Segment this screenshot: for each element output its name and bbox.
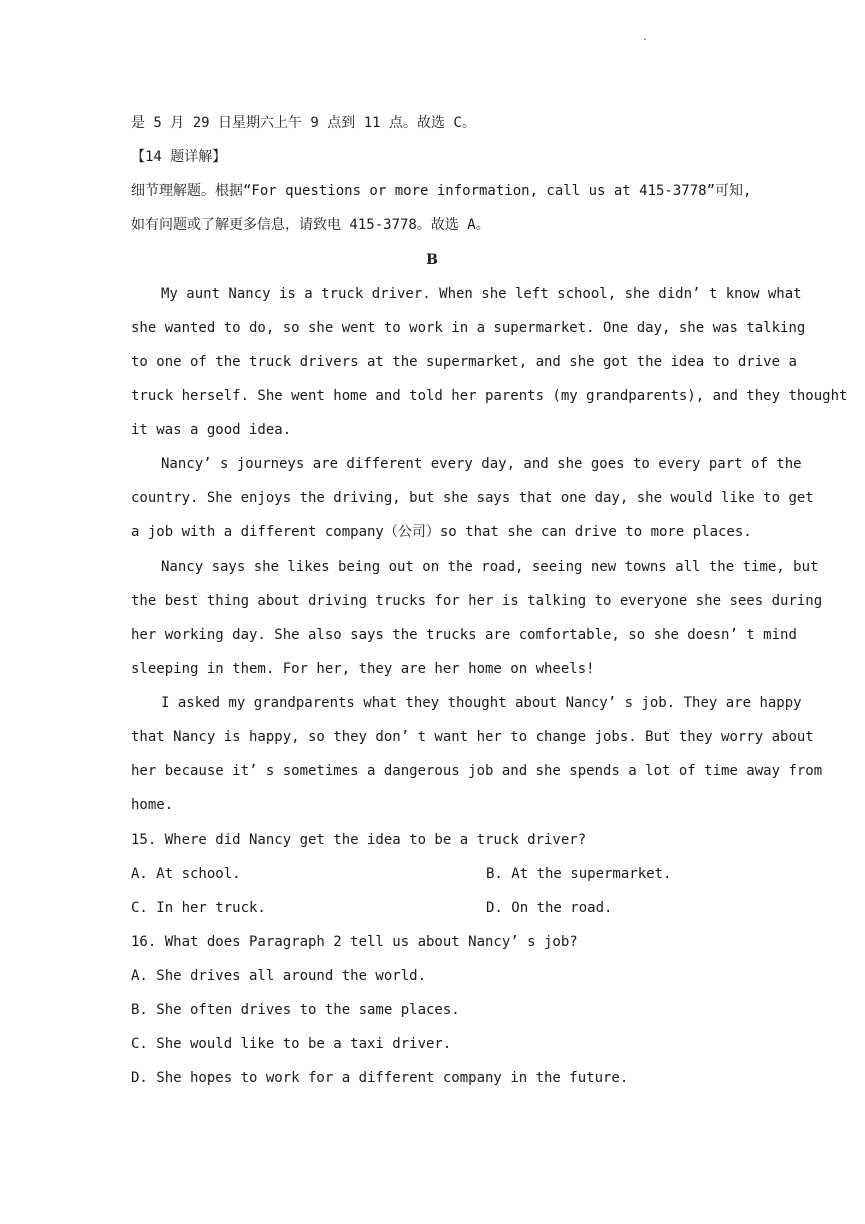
explanation-line: 如有问题或了解更多信息，请致电 415-3778。故选 A。: [131, 217, 490, 233]
option-a: A. She drives all around the world.: [131, 968, 427, 984]
detail-title: 【14 题详解】: [131, 149, 227, 165]
passage-line: sleeping in them. For her, they are her home on wheels!: [131, 661, 595, 677]
passage-line: her working day. She also says the trucks are comfortable, so she doesn’ t mind: [131, 627, 797, 643]
passage-line: truck herself. She went home and told her parents (my grandparents), and they thought: [131, 388, 848, 404]
option-b: B. She often drives to the same places.: [131, 1002, 460, 1018]
section-heading: B: [426, 252, 438, 268]
passage-line: her because it’ s sometimes a dangerous job and she spends a lot of time away from: [131, 763, 823, 779]
passage-line: Nancy says she likes being out on the road, seeing new towns all the time, but: [161, 559, 819, 575]
passage-line: I asked my grandparents what they thought about Nancy’ s job. They are happy: [161, 695, 802, 711]
passage-line: country. She enjoys the driving, but she says that one day, she would like to get: [131, 490, 814, 506]
option-b: B. At the supermarket.: [486, 866, 672, 882]
option-d: D. On the road.: [486, 900, 613, 916]
passage-line: home.: [131, 797, 174, 813]
option-d: D. She hopes to work for a different company in the future.: [131, 1070, 629, 1086]
explanation-line: 是 5 月 29 日星期六上午 9 点到 11 点。故选 C。: [131, 115, 476, 131]
explanation-line: 细节理解题。根据“For questions or more information, call us at 415-3778”可知,: [131, 183, 752, 199]
passage-line: the best thing about driving trucks for her is talking to everyone she sees during: [131, 593, 823, 609]
passage-line: that Nancy is happy, so they don’ t want her to change jobs. But they worry about: [131, 729, 814, 745]
header-mark: .: [642, 32, 649, 43]
passage-line: Nancy’ s journeys are different every day, and she goes to every part of the: [161, 456, 802, 472]
option-c: C. She would like to be a taxi driver.: [131, 1036, 452, 1052]
passage-line: she wanted to do, so she went to work in a supermarket. One day, she was talking: [131, 320, 806, 336]
passage-line: it was a good idea.: [131, 422, 292, 438]
question-stem: 15. Where did Nancy get the idea to be a truck driver?: [131, 832, 587, 848]
passage-line: to one of the truck drivers at the supermarket, and she got the idea to drive a: [131, 354, 797, 370]
passage-line: a job with a different company（公司）so that she can drive to more places.: [131, 524, 752, 540]
passage-line: My aunt Nancy is a truck driver. When she left school, she didn’ t know what: [161, 286, 802, 302]
option-a: A. At school.: [131, 866, 241, 882]
question-stem: 16. What does Paragraph 2 tell us about Nancy’ s job?: [131, 934, 578, 950]
option-c: C. In her truck.: [131, 900, 266, 916]
